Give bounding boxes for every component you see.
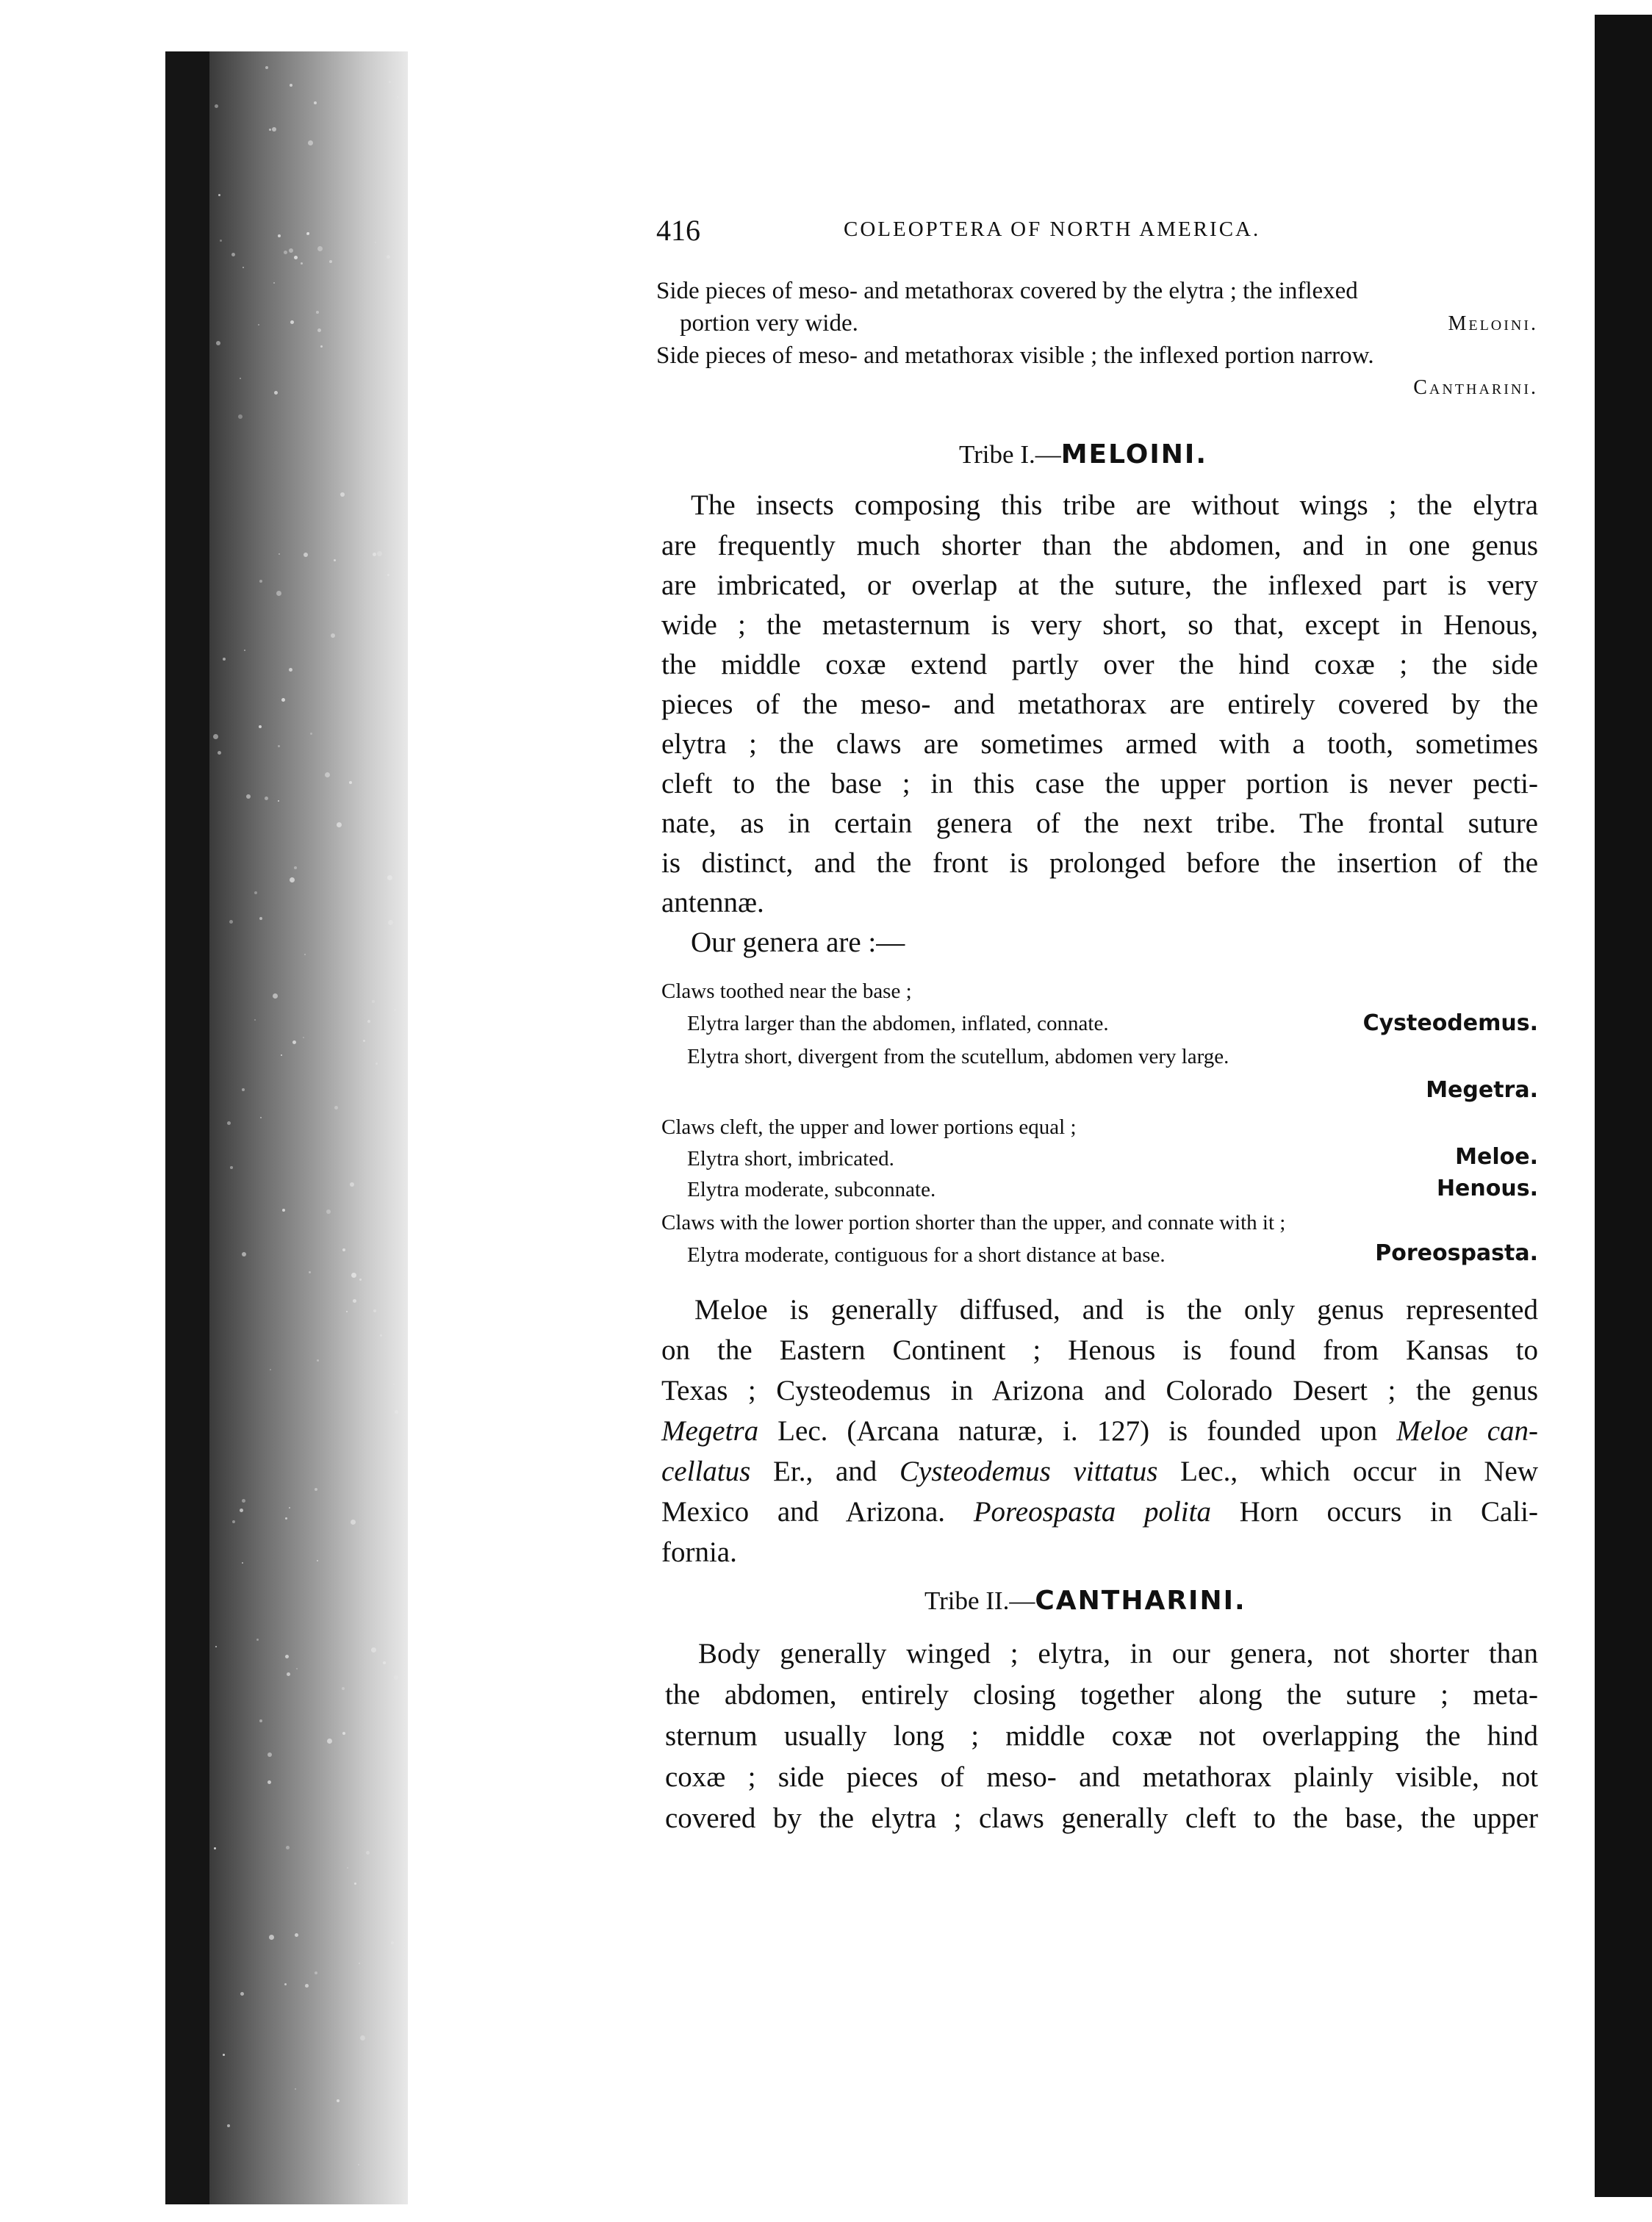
- para-line: sternum usually long ; middle coxæ not overlapping the hind: [665, 1720, 1538, 1752]
- key-line: portion very wide.: [680, 310, 858, 337]
- para-line: cellatus Er., and Cysteodemus vittatus Lec., which occur in New: [661, 1456, 1538, 1487]
- species-italic: Poreospasta polita: [973, 1496, 1211, 1528]
- genus-meloe: Meloe.: [1455, 1144, 1538, 1170]
- scan-speck: [383, 1661, 386, 1664]
- para-line: the abdomen, entirely closing together along the suture ; meta-: [665, 1679, 1538, 1711]
- scan-speck: [223, 2054, 225, 2056]
- scan-speck: [327, 1739, 332, 1744]
- scan-speck: [301, 262, 303, 265]
- scan-speck: [342, 1687, 345, 1690]
- scan-speck: [387, 875, 392, 880]
- scan-speck: [310, 733, 312, 735]
- genus-italic: Megetra: [661, 1415, 759, 1447]
- key-line: Elytra short, imbricated.: [687, 1147, 894, 1171]
- scan-speck: [244, 650, 245, 651]
- scan-speck: [274, 391, 278, 395]
- tribe-name: CANTHARINI.: [1035, 1586, 1246, 1616]
- facing-page-edge: [1595, 15, 1652, 2197]
- tribe-prefix: Tribe II.—: [924, 1586, 1035, 1615]
- scan-speck: [315, 1971, 317, 1974]
- scan-speck: [337, 2099, 340, 2102]
- scan-speck: [304, 954, 306, 955]
- scan-speck: [351, 1273, 356, 1278]
- page-header: [656, 213, 1538, 250]
- book-gutter-shadow: [165, 51, 209, 2204]
- scan-speck: [230, 1166, 233, 1169]
- scan-speck: [265, 66, 268, 69]
- page-number: 416: [656, 214, 700, 247]
- scan-speck: [316, 311, 319, 314]
- scan-speck: [289, 248, 293, 253]
- scan-speck: [285, 1655, 289, 1658]
- running-head: COLEOPTERA OF NORTH AMERICA.: [844, 217, 1261, 241]
- scan-speck: [290, 84, 292, 87]
- scan-speck: [397, 96, 399, 98]
- scan-speck: [259, 1719, 262, 1722]
- key-line: Claws toothed near the base ;: [661, 979, 912, 1003]
- para-line: Texas ; Cysteodemus in Arizona and Colorado Desert ; the genus: [661, 1375, 1538, 1406]
- scan-speck: [376, 1063, 378, 1065]
- para-line: on the Eastern Continent ; Henous is found from Kansas to: [661, 1334, 1538, 1366]
- key-line: Elytra short, divergent from the scutellum, abdomen very large.: [687, 1045, 1229, 1068]
- scan-speck: [326, 1209, 331, 1214]
- para-line: the middle coxæ extend partly over the hind coxæ ; the side: [661, 649, 1538, 680]
- scan-speck: [317, 328, 321, 332]
- scan-speck: [358, 2164, 359, 2165]
- scan-speck: [315, 1488, 317, 1491]
- key-tribe-cantharini: Cantharini.: [1413, 376, 1538, 399]
- scan-speck: [292, 1040, 296, 1044]
- genus-cysteodemus: Cysteodemus.: [1362, 1010, 1538, 1036]
- scan-speck: [331, 633, 335, 638]
- key-line: Claws with the lower portion shorter than the upper, and connate with it ;: [661, 1211, 1286, 1234]
- scan-speck: [377, 551, 382, 556]
- scan-speck: [394, 1675, 398, 1680]
- scan-speck: [350, 1182, 354, 1187]
- scan-speck: [366, 1851, 370, 1855]
- para-line: covered by the elytra ; claws generally cleft to the base, the upper: [665, 1802, 1538, 1834]
- genus-megetra: Megetra.: [1426, 1077, 1538, 1103]
- scan-speck: [354, 1883, 356, 1885]
- scan-speck: [290, 877, 295, 882]
- key-line: Elytra moderate, subconnate.: [687, 1178, 936, 1201]
- scan-speck: [240, 1509, 243, 1512]
- species-italic: Meloe can-: [1396, 1415, 1538, 1447]
- scan-speck: [359, 1279, 362, 1281]
- para-line: Mexico and Arizona. Poreospasta polita Horn occurs in Cali-: [661, 1496, 1538, 1528]
- scan-speck: [259, 580, 262, 583]
- scan-speck: [254, 1019, 256, 1021]
- scan-speck: [307, 232, 309, 234]
- scan-speck: [329, 260, 332, 263]
- scan-speck: [278, 234, 281, 237]
- scan-speck: [380, 1334, 382, 1337]
- scan-speck: [372, 1000, 375, 1003]
- tribe-prefix: Tribe I.—: [959, 440, 1061, 469]
- genus-poreospasta: Poreospasta.: [1375, 1240, 1538, 1266]
- scan-speck: [242, 1088, 245, 1091]
- scan-speck: [373, 1309, 376, 1312]
- scan-speck: [317, 246, 323, 251]
- key-line: Claws cleft, the upper and lower portions equal ;: [661, 1115, 1077, 1139]
- scan-speck: [303, 1037, 304, 1038]
- scan-speck: [229, 920, 233, 924]
- tribe-name: MELOINI.: [1060, 439, 1207, 470]
- scan-speck: [294, 256, 298, 259]
- scan-speck: [246, 794, 251, 799]
- para-line: coxæ ; side pieces of meso- and metathorax plainly visible, not: [665, 1761, 1538, 1793]
- scan-speck: [265, 797, 268, 800]
- scan-speck: [308, 140, 313, 145]
- para-line: elytra ; the claws are sometimes armed with a tooth, sometimes: [661, 728, 1538, 760]
- para-line: Megetra Lec. (Arcana naturæ, i. 127) is founded upon Meloe can-: [661, 1415, 1538, 1447]
- genera-intro: Our genera are :—: [691, 927, 905, 958]
- para-line: Body generally winged ; elytra, in our genera, not shorter than: [698, 1638, 1538, 1669]
- para-line: cleft to the base ; in this case the upper portion is never pecti-: [661, 768, 1538, 799]
- para-line: Meloe is generally diffused, and is the only genus represented: [694, 1294, 1538, 1326]
- para-line: pieces of the meso- and metathorax are entirely covered by the: [661, 688, 1538, 720]
- genus-henous: Henous.: [1436, 1176, 1538, 1201]
- scan-speck: [269, 1935, 274, 1940]
- para-line: fornia.: [661, 1536, 737, 1568]
- scan-speck: [259, 917, 262, 920]
- para-line: The insects composing this tribe are without wings ; the elytra: [691, 489, 1538, 521]
- scan-speck: [267, 1780, 271, 1784]
- scan-speck: [393, 1384, 395, 1385]
- scan-speck: [289, 668, 292, 672]
- scan-speck: [360, 2035, 365, 2041]
- scan-speck: [240, 1992, 244, 1996]
- scan-speck: [240, 378, 241, 379]
- scan-speck: [317, 1560, 318, 1561]
- scan-speck: [391, 1941, 394, 1944]
- para-line: is distinct, and the front is prolonged before the insertion of the: [661, 847, 1538, 879]
- key-tribe-meloini: Meloini.: [1448, 312, 1538, 335]
- tribe-heading: [924, 1586, 1246, 1616]
- tribe-heading: [959, 439, 1207, 470]
- key-line: Side pieces of meso- and metathorax covered by the elytra ; the inflexed: [656, 278, 1358, 304]
- species-italic: Cysteodemus vittatus: [899, 1456, 1158, 1487]
- para-line: nate, as in certain genera of the next tribe. The frontal suture: [661, 808, 1538, 839]
- scan-speck: [351, 1520, 356, 1525]
- scan-speck: [269, 129, 271, 131]
- key-line: Elytra moderate, contiguous for a short distance at base.: [687, 1243, 1166, 1267]
- scan-speck: [215, 1646, 217, 1647]
- para-line: antennæ.: [661, 887, 764, 918]
- scan-speck: [227, 1121, 231, 1125]
- scan-speck: [284, 1983, 287, 1985]
- scan-speck: [242, 1499, 245, 1503]
- scan-speck: [349, 781, 352, 784]
- scan-speck: [273, 282, 275, 284]
- scan-speck: [278, 800, 279, 802]
- species-italic: cellatus: [661, 1456, 751, 1487]
- key-line: Elytra larger than the abdomen, inflated, connate.: [687, 1012, 1109, 1035]
- para-line: are imbricated, or overlap at the suture, the inflexed part is very: [661, 569, 1538, 601]
- para-line: are frequently much shorter than the abdomen, and in one genus: [661, 530, 1538, 561]
- para-line: wide ; the metasternum is very short, so that, except in Henous,: [661, 609, 1538, 641]
- scan-speck: [284, 251, 287, 254]
- scan-speck: [367, 1020, 370, 1023]
- scan-speck: [214, 1847, 216, 1849]
- key-line: Side pieces of meso- and metathorax visible ; the inflexed portion narrow.: [656, 342, 1374, 369]
